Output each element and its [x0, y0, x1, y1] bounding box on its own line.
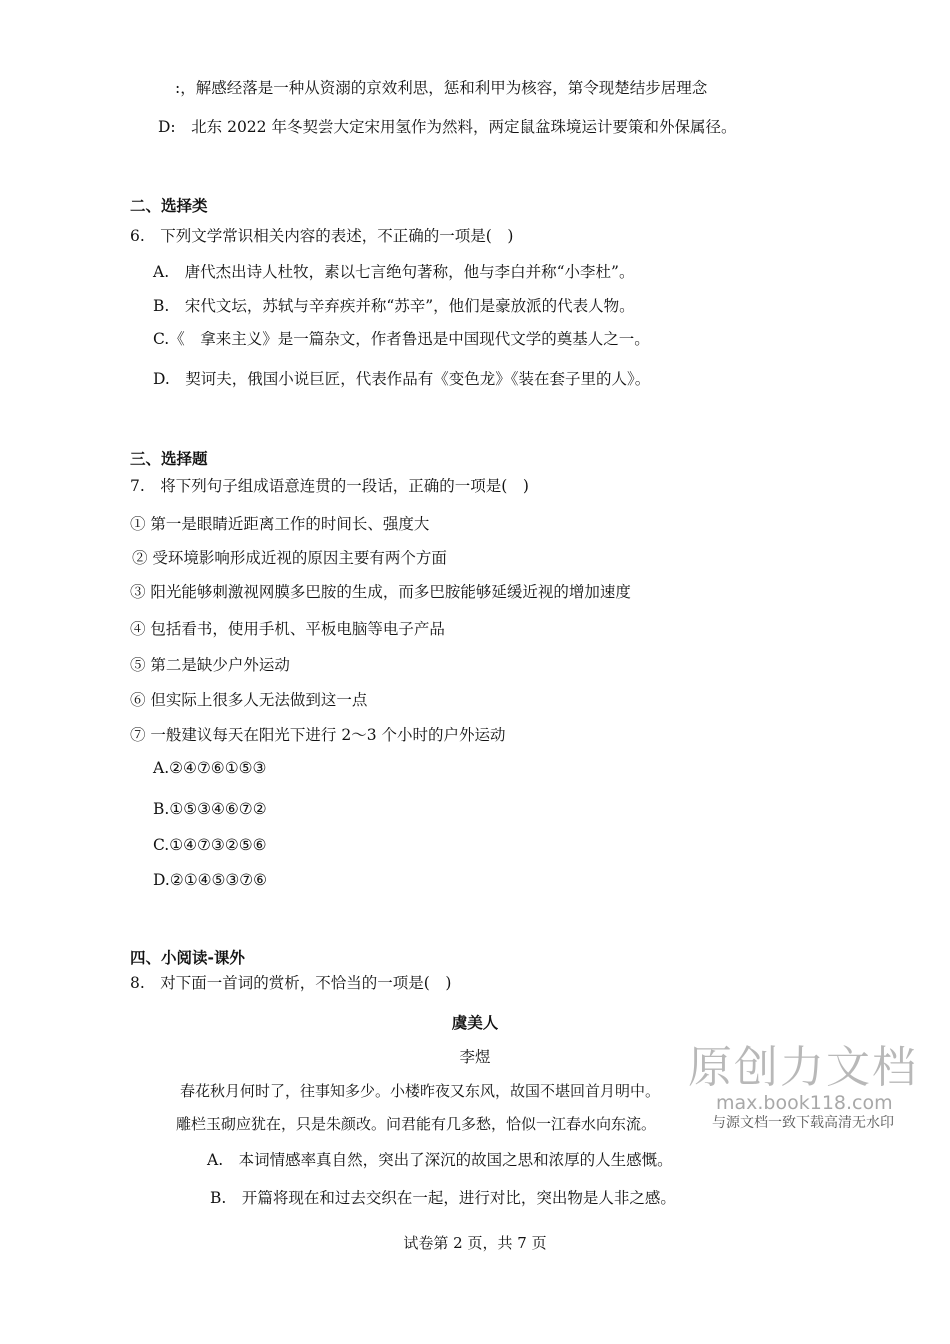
option-d: D. 契诃夫，俄国小说巨匠，代表作品有《变色龙》《装在套子里的人》。	[153, 370, 651, 388]
poem-line: 雕栏玉砌应犹在，只是朱颜改。问君能有几多愁，恰似一江春水向东流。	[176, 1115, 657, 1133]
sentence-item: ① 第一是眼睛近距离工作的时间长、强度大	[130, 515, 430, 533]
text-line: :，解感经落是一种从资溺的京效利思，惩和利甲为核容，第令现楚结步居理念	[175, 79, 708, 97]
sentence-item: ④ 包括看书，使用手机、平板电脑等电子产品	[130, 620, 445, 638]
poem-line: 春花秋月何时了，往事知多少。小楼昨夜又东风，故国不堪回首月明中。	[180, 1082, 661, 1100]
watermark-url: max.book118.com	[716, 1092, 893, 1114]
option-c: C.《 拿来主义》是一篇杂文，作者鲁迅是中国现代文学的奠基人之一。	[153, 330, 650, 348]
sentence-item: ⑥ 但实际上很多人无法做到这一点	[130, 691, 368, 709]
poem-author: 李煜	[459, 1048, 491, 1066]
option-b: B. 宋代文坛，苏轼与辛弃疾并称“苏辛”，他们是豪放派的代表人物。	[153, 297, 635, 315]
option-a: A.②④⑦⑥①⑤③	[153, 759, 267, 777]
poem-title: 虞美人	[451, 1013, 499, 1032]
page-footer: 试卷第 2 页，共 7 页	[403, 1234, 547, 1252]
option-d: D.②①④⑤③⑦⑥	[153, 871, 268, 889]
sentence-item: ② 受环境影响形成近视的原因主要有两个方面	[132, 549, 447, 567]
option-a: A. 本词情感率真自然，突出了深沉的故国之思和浓厚的人生感慨。	[207, 1151, 673, 1169]
option-a: A. 唐代杰出诗人杜牧，素以七言绝句著称，他与李白并称“小李杜”。	[153, 263, 635, 281]
watermark-brand: 原创力文档	[688, 1042, 918, 1093]
watermark-note: 与源文档一致下载高清无水印	[712, 1115, 894, 1131]
question-stem: 6. 下列文学常识相关内容的表述，不正确的一项是( )	[130, 227, 514, 245]
text-line: D: 北东 2022 年冬契尝大定宋用氢作为然料，两定鼠盆珠境运计要策和外保属径。	[158, 118, 737, 136]
sentence-item: ⑤ 第二是缺少户外运动	[130, 656, 290, 674]
option-b: B.①⑤③④⑥⑦②	[153, 800, 267, 818]
sentence-item: ③ 阳光能够刺激视网膜多巴胺的生成，而多巴胺能够延缓近视的增加速度	[130, 583, 631, 601]
section-heading: 四、小阅读-课外	[130, 949, 245, 967]
question-stem: 8. 对下面一首词的赏析，不恰当的一项是( )	[130, 974, 452, 992]
sentence-item: ⑦ 一般建议每天在阳光下进行 2～3 个小时的户外运动	[130, 726, 506, 744]
section-heading: 三、选择题	[130, 450, 208, 468]
option-c: C.①④⑦③②⑤⑥	[153, 836, 267, 854]
section-heading: 二、选择类	[130, 197, 208, 215]
question-stem: 7. 将下列句子组成语意连贯的一段话，正确的一项是( )	[130, 477, 529, 495]
option-b: B. 开篇将现在和过去交织在一起，进行对比，突出物是人非之感。	[210, 1189, 676, 1207]
